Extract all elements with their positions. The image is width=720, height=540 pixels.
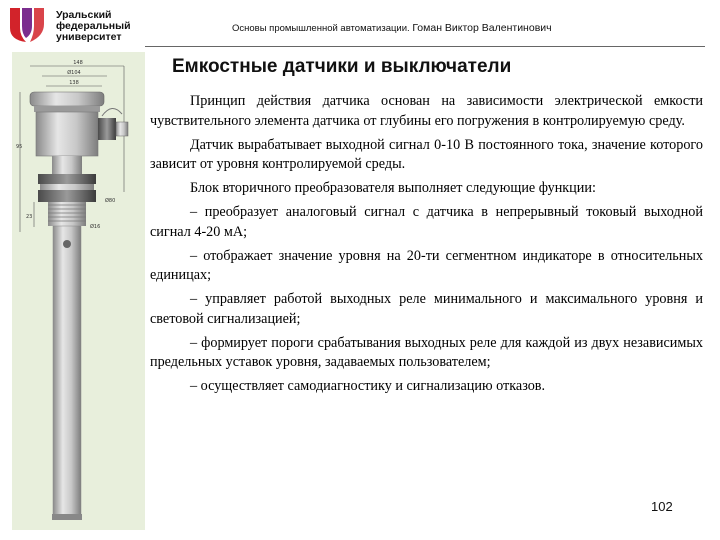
slide-title: Емкостные датчики и выключатели: [172, 56, 512, 77]
header-divider: [145, 46, 705, 47]
university-logo: [6, 4, 131, 44]
paragraph-function-4: – формирует пороги срабатывания выходных реле для каждой из двух независимых предельных уставок уровня, задаваемых пользователем;: [150, 334, 703, 371]
paragraph-function-2: – отображает значение уровня на 20-ти сегментном индикаторе в относительных единицах;: [150, 247, 703, 284]
sensor-figure: [12, 52, 145, 530]
dim-label-inner: 138: [69, 80, 79, 86]
logo-line-3: университет: [56, 31, 122, 43]
dim-label-width: 148: [73, 60, 83, 66]
university-emblem-icon: [6, 4, 50, 44]
slide-body: [150, 92, 703, 401]
dim-label-thread: 23: [26, 214, 33, 220]
dim-label-height: 95: [16, 144, 23, 150]
logo-line-1: Уральский: [56, 9, 112, 21]
dim-label-flange: Ø80: [105, 198, 116, 204]
course-name: Основы промышленной автоматизации.: [232, 23, 410, 34]
paragraph-function-1: – преобразует аналоговый сигнал с датчика в непрерывный токовый выходной сигнал 4-20 мА;: [150, 204, 703, 240]
logo-line-2: федеральный: [56, 20, 131, 32]
slide-header: [232, 22, 552, 34]
page-number: 102: [651, 499, 673, 514]
paragraph-function-3: – управляет работой выходных реле минимального и максимального уровня и световой сигнализацией;: [150, 291, 703, 327]
dim-label-rod: Ø16: [90, 224, 101, 230]
author-name: Гоман Виктор Валентинович: [412, 22, 552, 34]
paragraph-output-signal: Датчик вырабатывает выходной сигнал 0-10 В постоянного тока, значение которого зависит от уровня контролируемой среды.: [150, 136, 703, 173]
logo-text: [56, 10, 131, 43]
paragraph-functions-intro: Блок вторичного преобразователя выполняет следующие функции:: [190, 180, 596, 197]
paragraph-principle: Принцип действия датчика основан на зависимости электрической емкости чувствительного элемента датчика от глубины его погружения в контролируемую среду.: [150, 93, 703, 129]
paragraph-function-5: – осуществляет самодиагностику и сигнализацию отказов.: [190, 378, 546, 395]
capacitive-sensor-drawing: [12, 52, 145, 530]
dim-label-diameter: Ø104: [67, 70, 81, 76]
